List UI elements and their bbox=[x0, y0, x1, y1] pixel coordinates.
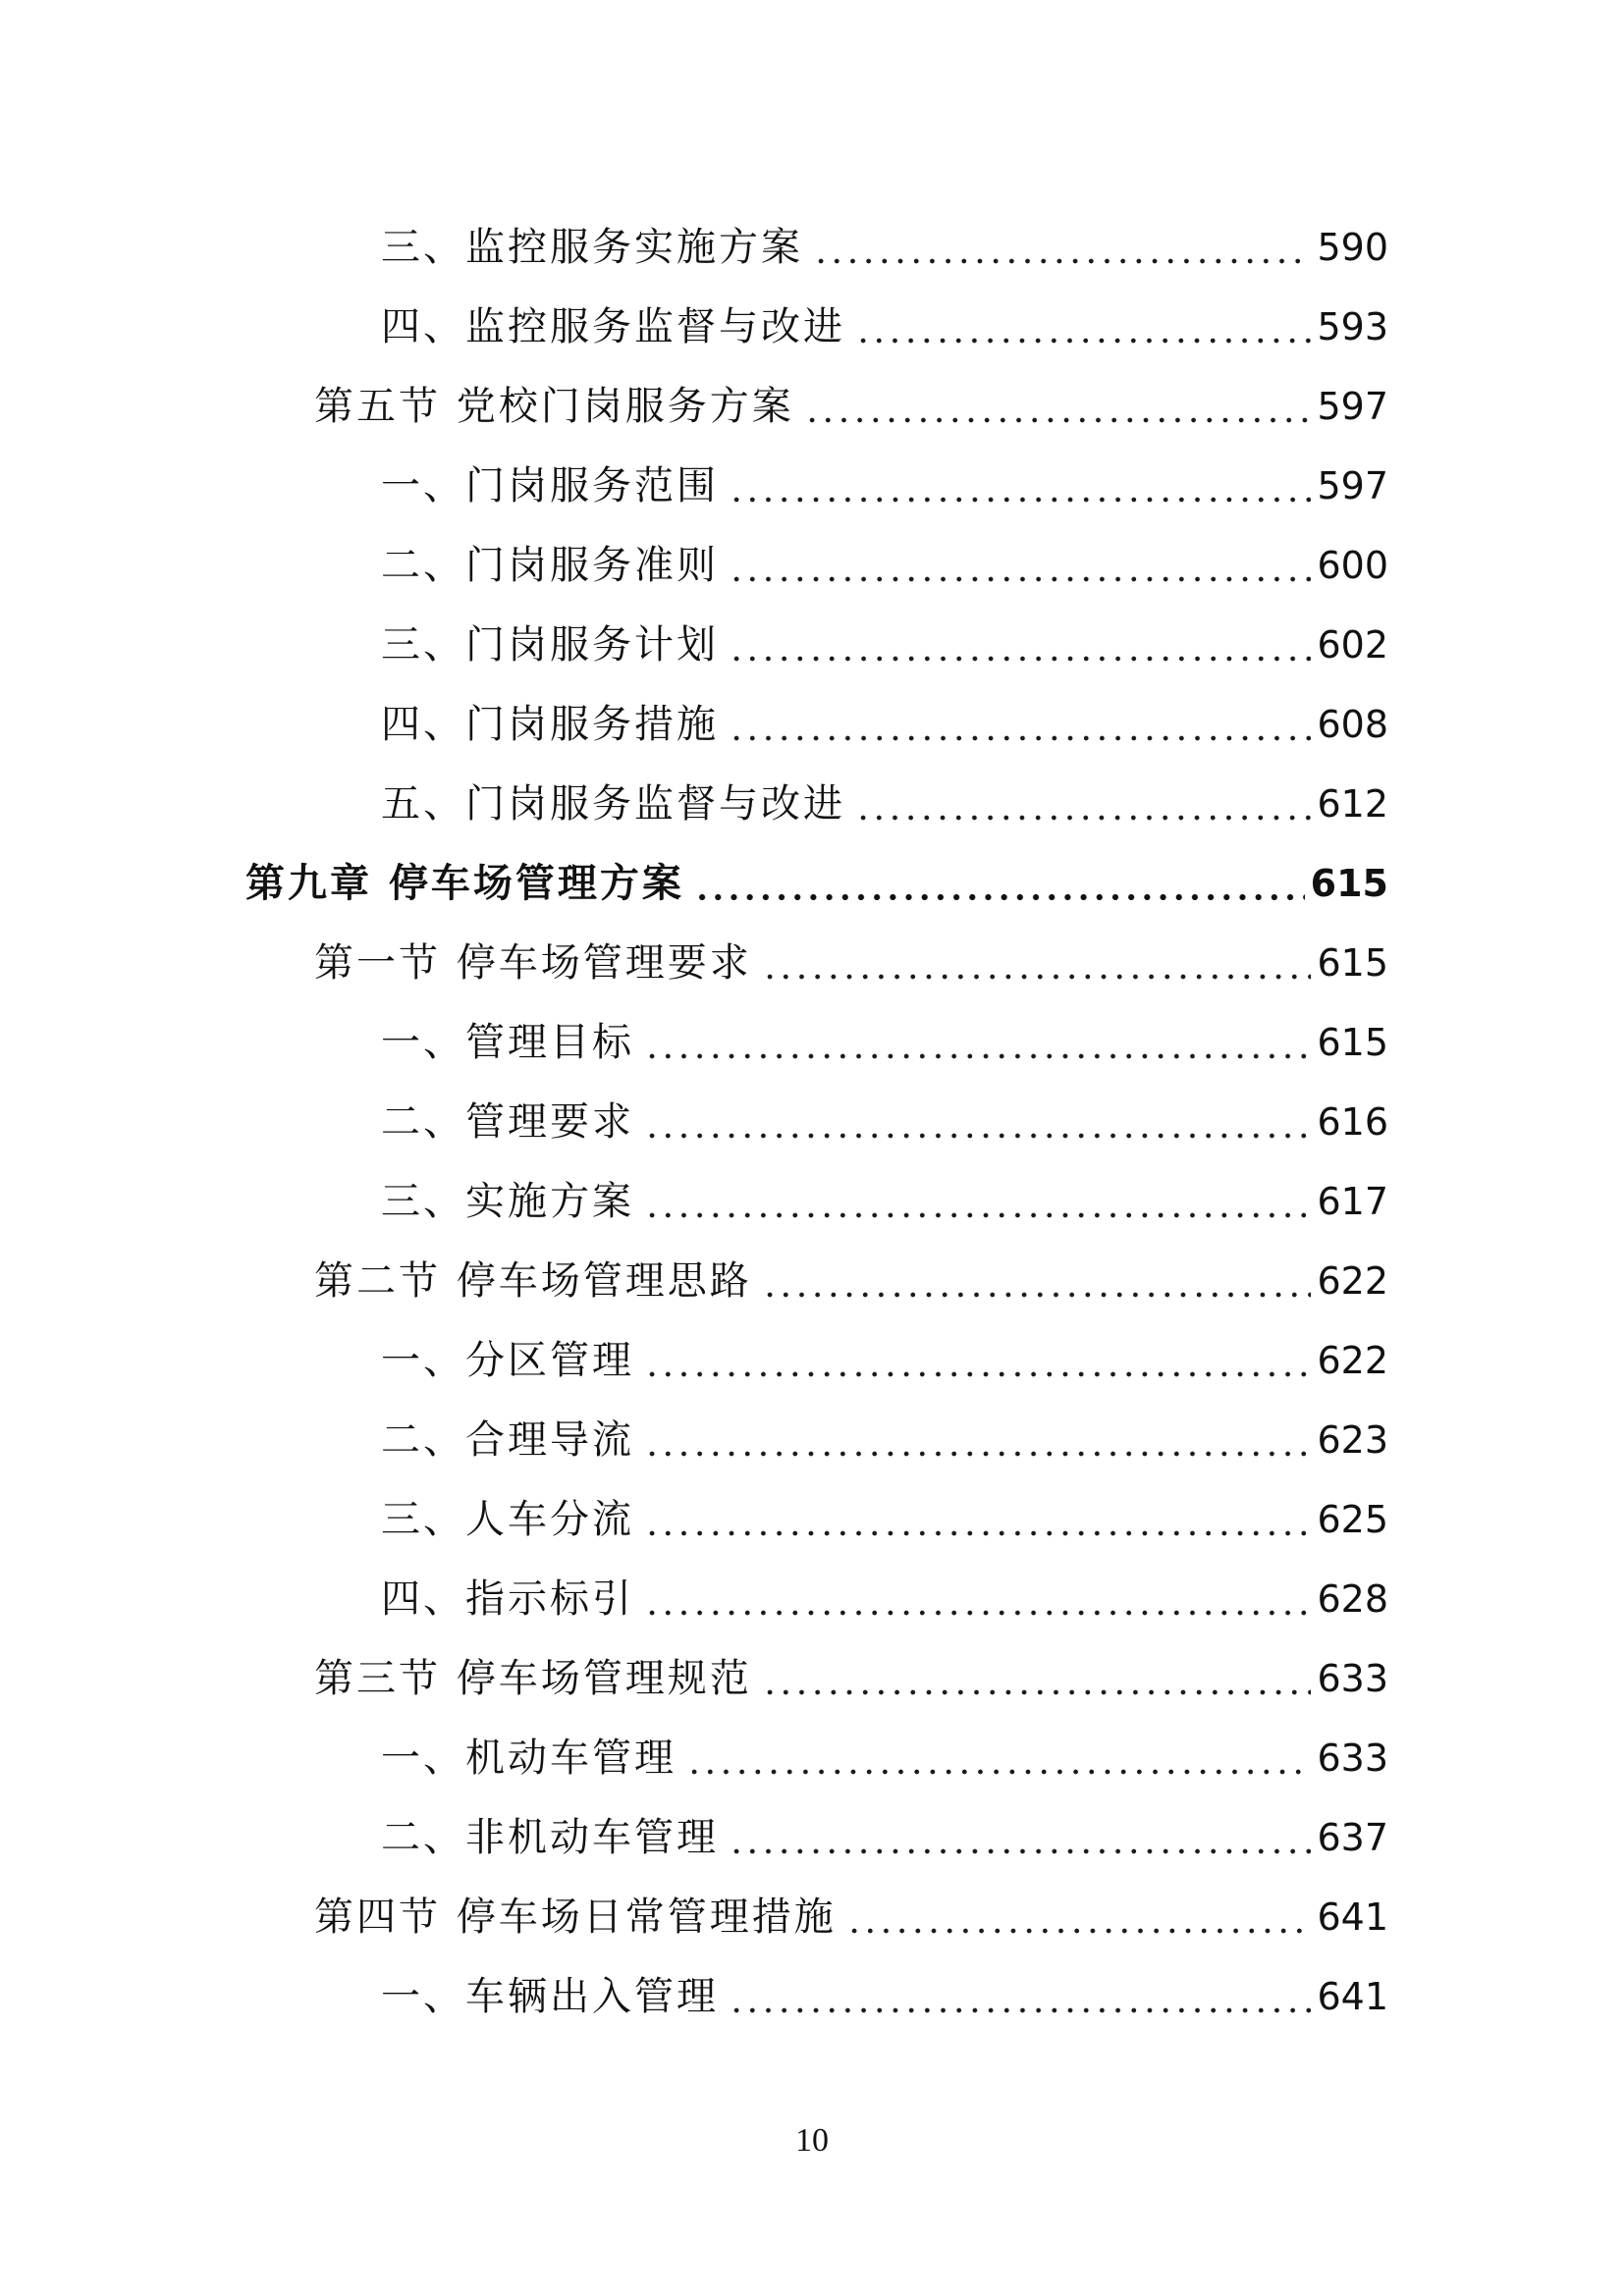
toc-entry-page: 625 bbox=[1317, 1497, 1388, 1541]
dot-leader bbox=[762, 1261, 1312, 1301]
toc-entry-title: 三、门岗服务计划 bbox=[381, 621, 719, 667]
toc-entry-title: 第九章 停车场管理方案 bbox=[245, 859, 684, 906]
toc-entry-page: 597 bbox=[1317, 384, 1388, 428]
toc-entry-page: 628 bbox=[1317, 1576, 1388, 1621]
dot-leader bbox=[644, 1579, 1311, 1619]
toc-entry-page: 641 bbox=[1317, 1974, 1388, 2018]
toc-entry bbox=[381, 1002, 1388, 1082]
dot-leader bbox=[729, 705, 1311, 744]
dot-leader bbox=[644, 1182, 1311, 1221]
toc-entry bbox=[381, 1559, 1388, 1638]
toc-entry bbox=[381, 1797, 1388, 1877]
dot-leader bbox=[804, 387, 1312, 426]
toc-entry-title: 一、机动车管理 bbox=[381, 1735, 677, 1781]
dot-leader bbox=[686, 1738, 1311, 1778]
toc-entry-title: 第一节 停车场管理要求 bbox=[314, 939, 752, 986]
dot-leader bbox=[762, 943, 1312, 983]
toc-entry-page: 633 bbox=[1317, 1735, 1388, 1780]
toc-entry-title: 二、合理导流 bbox=[381, 1416, 634, 1463]
dot-leader bbox=[762, 1659, 1312, 1698]
toc-entry-page: 622 bbox=[1317, 1338, 1388, 1382]
toc-entry-title: 一、车辆出入管理 bbox=[381, 1973, 719, 2019]
dot-leader bbox=[644, 1420, 1311, 1460]
toc-entry-title: 一、管理目标 bbox=[381, 1019, 634, 1065]
dot-leader bbox=[644, 1023, 1311, 1062]
dot-leader bbox=[694, 864, 1305, 903]
toc-entry-title: 二、管理要求 bbox=[381, 1098, 634, 1145]
toc-entry-title: 第三节 停车场管理规范 bbox=[314, 1655, 752, 1701]
toc-entry bbox=[381, 1320, 1388, 1400]
toc-entry-page: 593 bbox=[1317, 304, 1388, 348]
toc-entry-title: 第四节 停车场日常管理措施 bbox=[314, 1894, 837, 1940]
toc-entry bbox=[381, 1161, 1388, 1241]
toc-entry-title: 五、门岗服务监督与改进 bbox=[381, 780, 845, 827]
toc-section-entry bbox=[314, 1638, 1388, 1718]
toc-entry-page: 608 bbox=[1317, 702, 1388, 746]
toc-entry-title: 二、非机动车管理 bbox=[381, 1814, 719, 1860]
dot-leader bbox=[729, 546, 1311, 585]
toc-entry bbox=[381, 605, 1388, 684]
toc-entry-page: 622 bbox=[1317, 1258, 1388, 1303]
toc-entry-title: 二、门岗服务准则 bbox=[381, 542, 719, 588]
toc-entry-page: 637 bbox=[1317, 1815, 1388, 1859]
toc-entry-title: 一、门岗服务范围 bbox=[381, 462, 719, 508]
toc-section-entry bbox=[314, 366, 1388, 446]
toc-entry-page: 616 bbox=[1317, 1099, 1388, 1144]
toc-entry bbox=[381, 207, 1388, 287]
toc-entry-page: 600 bbox=[1317, 543, 1388, 587]
toc-entry-title: 三、人车分流 bbox=[381, 1496, 634, 1542]
dot-leader bbox=[729, 1818, 1311, 1857]
toc-entry-title: 四、指示标引 bbox=[381, 1575, 634, 1622]
toc-entry-title: 一、分区管理 bbox=[381, 1337, 634, 1383]
toc-entry bbox=[381, 1718, 1388, 1797]
toc-section-entry bbox=[314, 1877, 1388, 1956]
toc-entry-title: 第五节 党校门岗服务方案 bbox=[314, 383, 794, 429]
dot-leader bbox=[855, 307, 1311, 347]
toc-entry-page: 615 bbox=[1317, 940, 1388, 985]
toc-entry bbox=[381, 764, 1388, 843]
toc-entry-page: 615 bbox=[1317, 1020, 1388, 1064]
dot-leader bbox=[644, 1341, 1311, 1380]
toc-entry-page: 590 bbox=[1317, 225, 1388, 269]
dot-leader bbox=[644, 1500, 1311, 1539]
toc-entry bbox=[381, 1082, 1388, 1161]
dot-leader bbox=[846, 1897, 1312, 1937]
dot-leader bbox=[855, 784, 1311, 824]
page-number: 10 bbox=[795, 2122, 829, 2159]
toc-entry bbox=[381, 684, 1388, 764]
toc-section-entry bbox=[314, 923, 1388, 1002]
toc-entry-page: 633 bbox=[1317, 1656, 1388, 1700]
toc-entry bbox=[381, 1479, 1388, 1559]
toc-entry-page: 623 bbox=[1317, 1417, 1388, 1462]
toc-entry-title: 三、实施方案 bbox=[381, 1178, 634, 1224]
toc-entry-page: 597 bbox=[1317, 463, 1388, 507]
toc-entry-title: 第二节 停车场管理思路 bbox=[314, 1257, 752, 1304]
toc-entry-page: 641 bbox=[1317, 1895, 1388, 1939]
toc-entry-title: 四、监控服务监督与改进 bbox=[381, 303, 845, 349]
toc-chapter-entry bbox=[245, 843, 1388, 923]
toc-section-entry bbox=[314, 1241, 1388, 1320]
toc-entry-page: 612 bbox=[1317, 781, 1388, 826]
toc-entry-page: 617 bbox=[1317, 1179, 1388, 1223]
toc-entry bbox=[381, 287, 1388, 366]
toc-entry bbox=[381, 525, 1388, 605]
dot-leader bbox=[729, 1977, 1311, 2016]
dot-leader bbox=[729, 466, 1311, 506]
toc-entry bbox=[381, 1956, 1388, 2036]
toc-entry-page: 602 bbox=[1317, 622, 1388, 667]
toc-entry-title: 三、监控服务实施方案 bbox=[381, 224, 803, 270]
toc-entry-page: 615 bbox=[1310, 861, 1388, 905]
dot-leader bbox=[813, 228, 1311, 267]
toc-entry bbox=[381, 446, 1388, 525]
toc-entry bbox=[381, 1400, 1388, 1479]
dot-leader bbox=[644, 1102, 1311, 1142]
dot-leader bbox=[729, 625, 1311, 665]
toc-entry-title: 四、门岗服务措施 bbox=[381, 701, 719, 747]
